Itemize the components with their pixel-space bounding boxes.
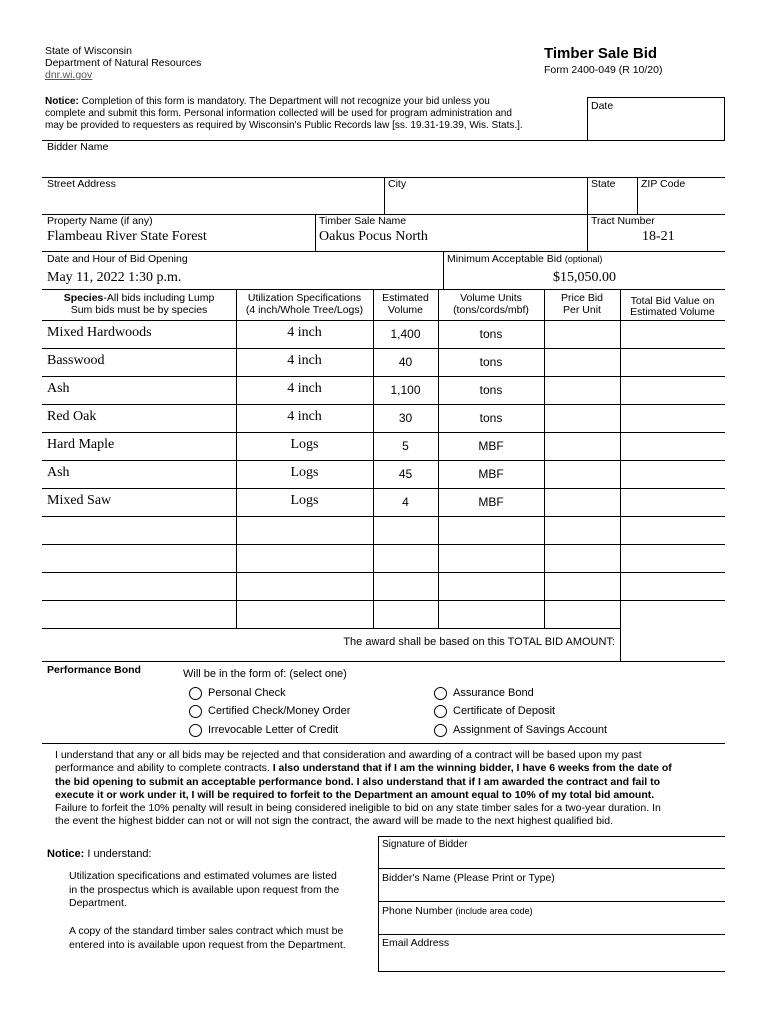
price-per-unit-input[interactable] bbox=[548, 576, 616, 596]
cell-units: MBF bbox=[478, 495, 504, 509]
cell-utilization: 4 inch bbox=[287, 409, 322, 424]
table-top-rule bbox=[42, 289, 725, 290]
form-number: Form 2400-049 (R 10/20) bbox=[544, 64, 663, 76]
cell-volume: 30 bbox=[398, 411, 413, 425]
form-title: Timber Sale Bid bbox=[544, 45, 658, 62]
sale-name-label: Timber Sale Name bbox=[319, 215, 407, 227]
email-input[interactable] bbox=[382, 951, 720, 967]
signature-input[interactable] bbox=[382, 852, 720, 866]
price-per-unit-input[interactable] bbox=[548, 324, 616, 344]
option-personal-check: Personal Check bbox=[208, 687, 286, 699]
notice2-label: Notice: bbox=[47, 848, 85, 860]
cell-species: Mixed Saw bbox=[47, 493, 112, 508]
price-per-unit-input[interactable] bbox=[548, 492, 616, 512]
zip-label: ZIP Code bbox=[641, 178, 686, 190]
state-input[interactable] bbox=[591, 194, 633, 212]
cell-volume: 4 bbox=[402, 495, 409, 509]
rule-bid-opening-top bbox=[42, 251, 725, 252]
divider-sale-name bbox=[315, 214, 316, 251]
cell-species: Basswood bbox=[47, 353, 105, 368]
total-value-input[interactable] bbox=[624, 380, 722, 400]
divider-city bbox=[384, 177, 385, 214]
cell-utilization: 4 inch bbox=[287, 325, 322, 340]
table-row bbox=[42, 404, 725, 432]
cell-utilization: 4 inch bbox=[287, 381, 322, 396]
total-value-input[interactable] bbox=[624, 576, 722, 596]
min-bid-value: $15,050.00 bbox=[553, 270, 616, 285]
cell-units: tons bbox=[479, 355, 503, 369]
rule-understand-top bbox=[42, 743, 725, 744]
cell-species: Mixed Hardwoods bbox=[47, 325, 152, 340]
bidder-print-name-input[interactable] bbox=[382, 885, 720, 899]
cell-species: Red Oak bbox=[47, 409, 97, 424]
table-row bbox=[42, 320, 725, 348]
total-bid-amount-input[interactable] bbox=[624, 632, 722, 656]
header-est-line2: Volume bbox=[387, 304, 424, 316]
notice2-para1-line1: Utilization specifications and estimated volumes are listed bbox=[69, 870, 337, 882]
radio-personal-check[interactable] bbox=[189, 687, 202, 700]
bidder-print-name-label: Bidder's Name (Please Print or Type) bbox=[382, 872, 555, 884]
table-row bbox=[42, 348, 725, 376]
radio-certificate-of-deposit[interactable] bbox=[434, 705, 447, 718]
price-per-unit-input[interactable] bbox=[548, 548, 616, 568]
header-volume-units bbox=[438, 292, 544, 316]
cell-utilization: Logs bbox=[290, 437, 319, 452]
table-row bbox=[42, 488, 725, 516]
rule-name-top bbox=[378, 868, 725, 869]
bid-table bbox=[42, 289, 725, 661]
option-certificate-of-deposit: Certificate of Deposit bbox=[453, 705, 556, 717]
table-row bbox=[42, 460, 725, 488]
cell-units: tons bbox=[479, 383, 503, 397]
rule-signature-top bbox=[378, 836, 725, 837]
notice2-para1-line2: in the prospectus which is available upon request from the bbox=[69, 883, 340, 896]
cell-volume: 5 bbox=[402, 439, 409, 453]
cell-units: MBF bbox=[478, 439, 504, 453]
state-label: State bbox=[591, 178, 616, 190]
price-per-unit-input[interactable] bbox=[548, 464, 616, 484]
cell-utilization: Logs bbox=[290, 465, 319, 480]
option-assurance-bond: Assurance Bond bbox=[453, 687, 534, 699]
cell-utilization: 4 inch bbox=[287, 353, 322, 368]
table-row bbox=[42, 572, 725, 600]
signature-block-left-rule bbox=[378, 836, 379, 972]
understand-line-4: execute it or work under it, I will be required to forfeit to the Department an amount equal to 10% of my total bid amount. bbox=[55, 788, 655, 801]
cell-species: Hard Maple bbox=[47, 437, 115, 452]
notice2-heading bbox=[47, 848, 152, 860]
notice-line-1: Completion of this form is mandatory. The Department will not recognize your bid unless you bbox=[78, 96, 490, 107]
notice2-text: I understand: bbox=[84, 848, 152, 860]
header-total-line2: Estimated Volume bbox=[630, 306, 715, 318]
total-value-input[interactable] bbox=[624, 352, 722, 372]
header-species-line2: Sum bids must be by species bbox=[70, 304, 208, 316]
table-total-rule bbox=[42, 628, 620, 629]
date-label: Date bbox=[591, 100, 614, 112]
notice2-para-2 bbox=[69, 925, 374, 952]
property-name-value: Flambeau River State Forest bbox=[47, 229, 207, 244]
phone-label bbox=[382, 905, 533, 917]
total-value-input[interactable] bbox=[624, 548, 722, 568]
header-price-bid bbox=[544, 292, 620, 316]
total-value-input[interactable] bbox=[624, 464, 722, 484]
understand-line-3: the bid opening to submit an acceptable performance bond. I also understand that if I am awarded the contract and fail to bbox=[55, 775, 660, 788]
divider-zip bbox=[637, 177, 638, 214]
divider-state bbox=[587, 177, 588, 214]
phone-input[interactable] bbox=[382, 918, 720, 932]
header-species-rest: -All bids including Lump bbox=[103, 292, 215, 304]
header-total-line1: Total Bid Value on bbox=[630, 295, 715, 307]
notice2-para1-line3: Department. bbox=[69, 897, 127, 909]
notice-label: Notice: bbox=[45, 96, 79, 107]
min-bid-optional: (optional) bbox=[564, 254, 603, 264]
price-per-unit-input[interactable] bbox=[548, 380, 616, 400]
cell-units: tons bbox=[479, 411, 503, 425]
bond-prompt: Will be in the form of: (select one) bbox=[183, 668, 347, 680]
total-value-input[interactable] bbox=[624, 436, 722, 456]
zip-input[interactable] bbox=[641, 194, 721, 212]
street-address-input[interactable] bbox=[47, 194, 377, 212]
agency-website-link[interactable]: dnr.wi.gov bbox=[45, 69, 93, 81]
date-input[interactable] bbox=[591, 116, 721, 134]
bid-opening-label: Date and Hour of Bid Opening bbox=[47, 253, 188, 265]
total-bid-label: The award shall be based on this TOTAL BID AMOUNT: bbox=[343, 636, 615, 648]
notice2-para2-line1: A copy of the standard timber sales contract which must be bbox=[69, 925, 344, 937]
header-price-line2: Per Unit bbox=[563, 304, 601, 316]
rule-bidder-top bbox=[42, 140, 725, 141]
cell-volume: 1,100 bbox=[390, 383, 421, 397]
option-letter-of-credit: Irrevocable Letter of Credit bbox=[208, 724, 339, 736]
header-units-line1: Volume Units bbox=[460, 292, 522, 304]
rule-email-top bbox=[378, 934, 725, 935]
bidder-name-input[interactable] bbox=[47, 156, 717, 174]
total-value-input[interactable] bbox=[624, 604, 722, 624]
header-species-bold: Species bbox=[63, 292, 104, 304]
radio-savings-account[interactable] bbox=[434, 724, 447, 737]
notice-line-3: may be provided to requesters as required by Wisconsin's Public Records law [ss. 19.31-19.39, Wis. Stats.]. bbox=[45, 120, 523, 131]
signature-label: Signature of Bidder bbox=[382, 839, 468, 850]
bid-opening-value: May 11, 2022 1:30 p.m. bbox=[47, 270, 182, 285]
understand-paragraph bbox=[55, 749, 725, 829]
rule-email-bottom bbox=[378, 971, 725, 972]
header-price-line1: Price Bid bbox=[560, 292, 603, 304]
notice-text bbox=[45, 96, 590, 132]
table-row bbox=[42, 432, 725, 460]
option-certified-check: Certified Check/Money Order bbox=[208, 705, 351, 717]
cell-volume: 1,400 bbox=[390, 327, 421, 341]
min-bid-label-text: Minimum Acceptable Bid bbox=[447, 253, 562, 265]
radio-letter-of-credit[interactable] bbox=[189, 724, 202, 737]
agency-state: State of Wisconsin bbox=[45, 45, 132, 57]
understand-line-5: Failure to forfeit the 10% penalty will result in being considered ineligible to bid on any state timber sales for a two-year duration. In bbox=[55, 802, 661, 815]
table-row bbox=[42, 544, 725, 572]
rule-bond-top bbox=[42, 661, 725, 662]
table-row bbox=[42, 516, 725, 544]
cell-volume: 45 bbox=[398, 467, 413, 481]
header-util-line2: (4 inch/Whole Tree/Logs) bbox=[245, 304, 364, 316]
cell-volume: 40 bbox=[398, 355, 413, 369]
notice2-para-1 bbox=[69, 870, 374, 911]
understand-line-1: I understand that any or all bids may be rejected and that consideration and awarding of a contract will be based upon my past bbox=[55, 749, 642, 761]
understand-line-2a: performance and ability to complete contracts. bbox=[55, 762, 273, 775]
tract-number-value: 18-21 bbox=[642, 229, 675, 244]
email-label: Email Address bbox=[382, 937, 450, 949]
total-value-input[interactable] bbox=[624, 492, 722, 512]
radio-assurance-bond[interactable] bbox=[434, 687, 447, 700]
header-est-line1: Estimated bbox=[382, 292, 429, 304]
header-utilization bbox=[236, 292, 373, 316]
total-value-input[interactable] bbox=[624, 324, 722, 344]
table-row bbox=[42, 600, 725, 628]
sale-name-value: Oakus Pocus North bbox=[319, 229, 428, 244]
price-per-unit-input[interactable] bbox=[548, 520, 616, 540]
phone-hint: (include area code) bbox=[455, 906, 533, 916]
radio-certified-check[interactable] bbox=[189, 705, 202, 718]
bidder-name-label: Bidder Name bbox=[47, 141, 109, 153]
agency-department: Department of Natural Resources bbox=[45, 57, 202, 69]
cell-species: Ash bbox=[47, 465, 70, 480]
city-input[interactable] bbox=[388, 194, 583, 212]
header-units-line2: (tons/cords/mbf) bbox=[453, 304, 529, 316]
cell-units: tons bbox=[479, 327, 503, 341]
divider-min-bid bbox=[443, 251, 444, 289]
price-per-unit-input[interactable] bbox=[548, 352, 616, 372]
header-util-line1: Utilization Specifications bbox=[247, 292, 362, 304]
rule-phone-top bbox=[378, 901, 725, 902]
header-species bbox=[42, 292, 236, 316]
header-total-value bbox=[620, 296, 725, 318]
phone-label-text: Phone Number bbox=[382, 905, 453, 917]
price-per-unit-input[interactable] bbox=[548, 604, 616, 624]
city-label: City bbox=[388, 178, 407, 190]
street-address-label: Street Address bbox=[47, 178, 116, 190]
table-row bbox=[42, 376, 725, 404]
property-name-label: Property Name (if any) bbox=[47, 215, 153, 227]
price-per-unit-input[interactable] bbox=[548, 436, 616, 456]
divider-tract bbox=[587, 214, 588, 251]
min-bid-label bbox=[447, 253, 602, 265]
understand-line-2b: I also understand that if I am the winning bidder, I have 6 weeks from the date of bbox=[272, 762, 672, 775]
performance-bond-label: Performance Bond bbox=[47, 664, 141, 676]
tract-number-label: Tract Number bbox=[591, 215, 655, 227]
notice-line-2: complete and submit this form. Personal information collected will be used for program administration and bbox=[45, 108, 512, 119]
option-savings-account: Assignment of Savings Account bbox=[453, 724, 608, 736]
price-per-unit-input[interactable] bbox=[548, 408, 616, 428]
header-estimated-volume bbox=[373, 292, 438, 316]
understand-line-6: the event the highest bidder can not or will not sign the contract, the award will be made to the next highest qualified bid. bbox=[55, 815, 614, 828]
cell-utilization: Logs bbox=[290, 493, 319, 508]
cell-units: MBF bbox=[478, 467, 504, 481]
total-value-input[interactable] bbox=[624, 408, 722, 428]
total-value-input[interactable] bbox=[624, 520, 722, 540]
notice2-para2-line2: entered into is available upon request from the Department. bbox=[69, 938, 346, 951]
cell-species: Ash bbox=[47, 381, 70, 396]
